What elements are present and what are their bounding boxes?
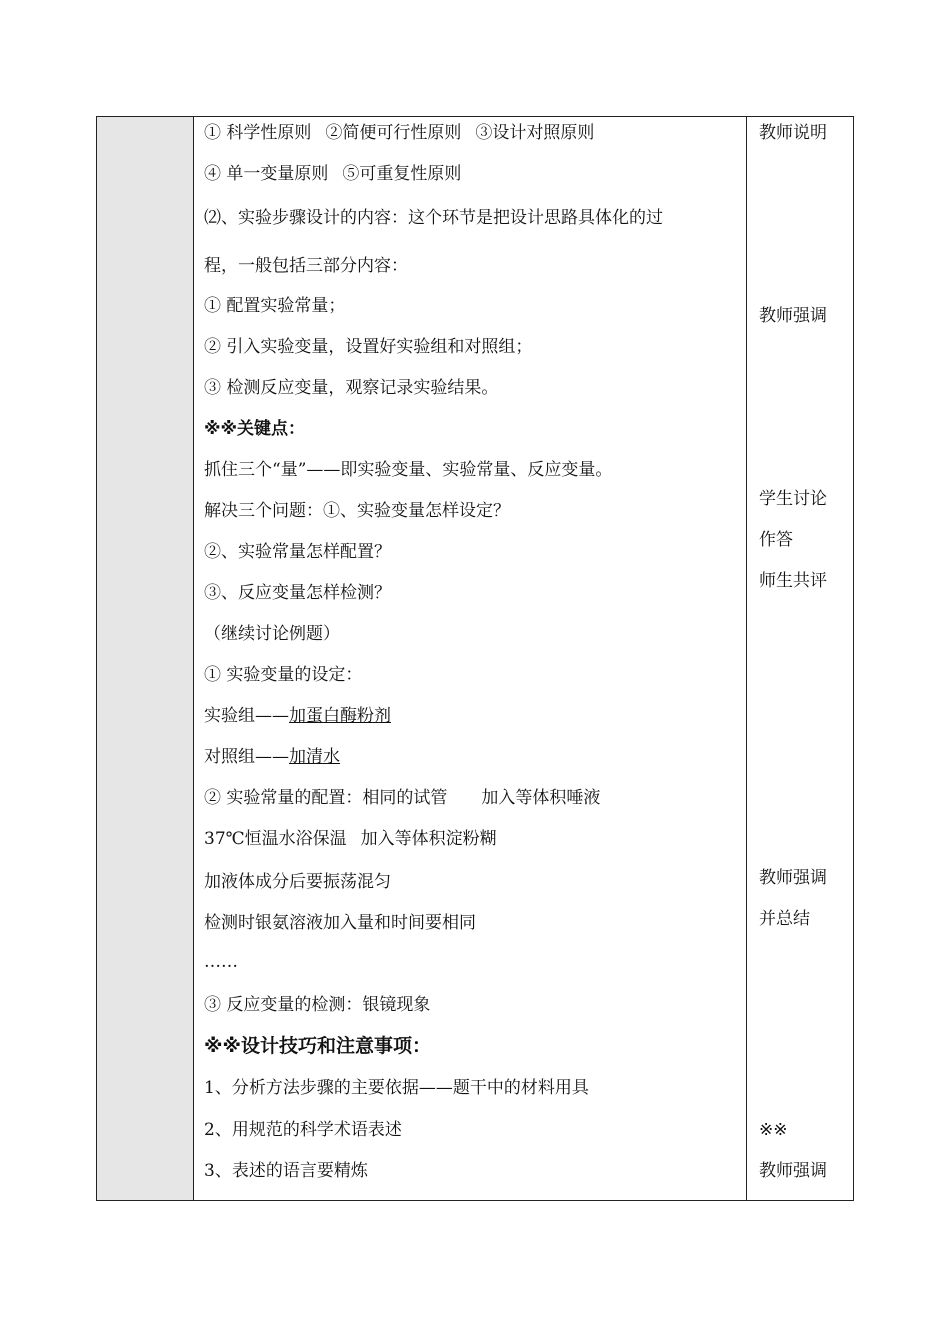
lesson-table (96, 116, 854, 1201)
tip-1: 1、分析方法步骤的主要依据——题干中的材料用具 (204, 1078, 589, 1098)
note-marks: ※※ (759, 1120, 788, 1140)
principles-line-2: ④ 单一变量原则 ⑤可重复性原则 (204, 164, 462, 184)
question-1: 解决三个问题：①、实验变量怎样设定？ (204, 501, 510, 521)
ellipsis: …… (204, 952, 238, 972)
step-item-3: ③ 检测反应变量，观察记录实验结果。 (204, 378, 499, 398)
variable-setting: ① 实验变量的设定： (204, 665, 363, 685)
mix-note: 加液体成分后要振荡混匀 (204, 872, 391, 892)
response-detection: ③ 反应变量的检测：银镜现象 (204, 995, 431, 1015)
content-column (194, 117, 747, 1200)
step-design-heading: ⑵、实验步骤设计的内容：这个环节是把设计思路具体化的过 (204, 208, 663, 228)
note-student-discuss: 学生讨论 (759, 489, 827, 509)
step-item-1: ① 配置实验常量； (204, 296, 346, 316)
left-column (97, 117, 194, 1200)
note-summarize: 并总结 (759, 909, 810, 929)
tip-3: 3、表述的语言要精炼 (204, 1161, 368, 1181)
question-2: ②、实验常量怎样配置？ (204, 542, 391, 562)
tip-2: 2、用规范的科学术语表述 (204, 1120, 402, 1140)
note-teacher-emphasize: 教师强调 (759, 306, 827, 326)
tips-heading: ※※设计技巧和注意事项： (204, 1035, 431, 1057)
note-teacher-emphasize-2: 教师强调 (759, 868, 827, 888)
continue-note: （继续讨论例题） (204, 624, 340, 644)
constant-config-2: 37℃恒温水浴保温 加入等体积淀粉糊 (204, 829, 497, 849)
note-answer: 作答 (759, 530, 793, 550)
key-points-heading: ※※关键点： (204, 419, 306, 439)
notes-column (747, 117, 853, 1200)
three-quantities: 抓住三个“量”——即实验变量、实验常量、反应变量。 (204, 460, 613, 480)
constant-config: ② 实验常量的配置：相同的试管 加入等体积唾液 (204, 788, 601, 808)
note-teacher-explain: 教师说明 (759, 123, 827, 143)
control-group: 对照组——加清水 (204, 747, 340, 767)
step-design-cont: 程，一般包括三部分内容： (204, 256, 408, 276)
detect-note: 检测时银氨溶液加入量和时间要相同 (204, 913, 476, 933)
step-item-2: ② 引入实验变量，设置好实验组和对照组； (204, 337, 533, 357)
experiment-group: 实验组——加蛋白酶粉剂 (204, 706, 391, 726)
note-joint-review: 师生共评 (759, 571, 827, 591)
principles-line-1: ① 科学性原则 ②简便可行性原则 ③设计对照原则 (204, 123, 595, 143)
question-3: ③、反应变量怎样检测？ (204, 583, 391, 603)
note-teacher-emphasize-3: 教师强调 (759, 1161, 827, 1181)
